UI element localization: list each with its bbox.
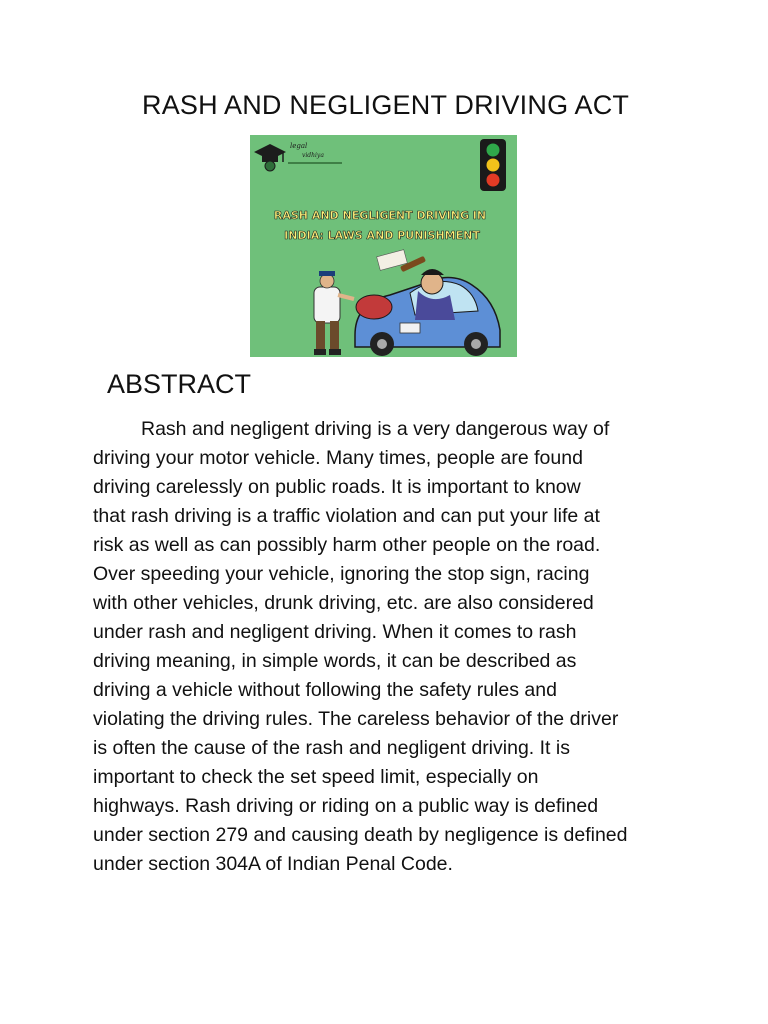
traffic-light-icon: [480, 139, 506, 191]
abstract-line: highways. Rash driving or riding on a public way is defined: [93, 795, 599, 817]
illustration-headline-1: RASH AND NEGLIGENT DRIVING IN: [273, 209, 487, 222]
logo-text: legal: [290, 142, 308, 150]
abstract-line: is often the cause of the rash and negligent driving. It is: [93, 737, 570, 759]
abstract-line: that rash driving is a traffic violation and can put your life at: [93, 505, 600, 527]
abstract-line: driving meaning, in simple words, it can be described as: [93, 650, 577, 672]
abstract-line: risk as well as can possibly harm other people on the road.: [93, 534, 601, 556]
abstract-line: violating the driving rules. The careless behavior of the driver: [93, 708, 619, 730]
abstract-line: with other vehicles, drunk driving, etc. are also considered: [93, 592, 594, 614]
abstract-line: Over speeding your vehicle, ignoring the stop sign, racing: [93, 563, 590, 585]
logo-emblem-icon: [265, 161, 275, 171]
abstract-line: important to check the set speed limit, especially on: [93, 766, 539, 788]
logo-text-2: vidhiya: [302, 152, 324, 159]
abstract-line: driving carelessly on public roads. It is important to know: [93, 476, 581, 498]
illustration-headline-2: INDIA: LAWS AND PUNISHMENT: [284, 229, 480, 242]
document-title: RASH AND NEGLIGENT DRIVING ACT: [142, 90, 630, 120]
cover-illustration: [250, 135, 517, 357]
abstract-line: under section 304A of Indian Penal Code.: [93, 853, 453, 875]
abstract-line: Rash and negligent driving is a very dangerous way of: [141, 418, 610, 440]
abstract-line: under section 279 and causing death by negligence is defined: [93, 824, 628, 846]
abstract-line: driving your motor vehicle. Many times, people are found: [93, 447, 583, 469]
abstract-line: under rash and negligent driving. When it comes to rash: [93, 621, 577, 643]
abstract-heading: ABSTRACT: [107, 369, 252, 399]
abstract-paragraph: [93, 415, 678, 879]
abstract-line: driving a vehicle without following the safety rules and: [93, 679, 557, 701]
